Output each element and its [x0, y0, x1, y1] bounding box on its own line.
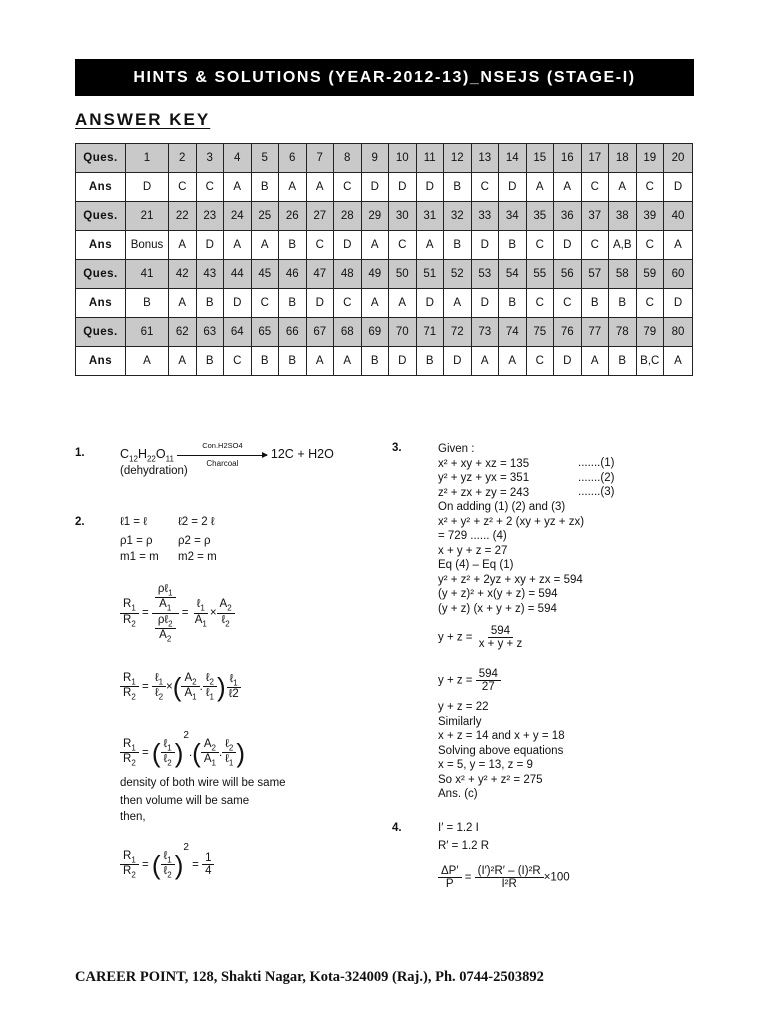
answer-cell: A [224, 231, 252, 260]
question-number-cell: 33 [471, 202, 499, 231]
answer-cell: D [196, 231, 224, 260]
answer-cell: C [334, 173, 362, 202]
answer-cell: D [126, 173, 169, 202]
question-number-cell: 64 [224, 318, 252, 347]
q2-eq3: $\frac{R_1}{R_2}$ = ( $\frac{\ell_1}{\ell_2}$ )$^2$.( $\frac{A_2}{A_1}$ . $\frac{\ell_2}{\ell_1}$ ) [120, 730, 245, 768]
question-number-cell: 79 [636, 318, 664, 347]
q3-frac1-den: x + y + z [478, 638, 523, 650]
answer-cell: C [554, 289, 582, 318]
answer-cell: B [499, 289, 527, 318]
ques-label: Ques. [76, 144, 126, 173]
question-number-cell: 9 [361, 144, 389, 173]
arrow-reagent-top: Con.H2SO4 [202, 441, 243, 451]
q2-line3b: m2 = m [178, 551, 217, 563]
question-number-cell: 6 [279, 144, 307, 173]
page-title-banner [75, 59, 694, 96]
question-number-cell: 60 [664, 260, 693, 289]
answer-cell: B [581, 289, 609, 318]
answer-row [76, 173, 693, 202]
question-number-cell: 42 [169, 260, 197, 289]
answer-cell: A [361, 231, 389, 260]
q3-frac2-num: 594 [476, 668, 501, 681]
question-number-cell: 72 [444, 318, 472, 347]
question-number-cell: 44 [224, 260, 252, 289]
ques-label: Ques. [76, 202, 126, 231]
reaction-arrow [177, 441, 267, 469]
question-number-cell: 10 [389, 144, 417, 173]
question-number-cell: 14 [499, 144, 527, 173]
question-number-cell: 45 [251, 260, 279, 289]
question-number-cell: 13 [471, 144, 499, 173]
question-number-cell: 47 [306, 260, 334, 289]
q3-line: = 729 ...... (4) [438, 530, 507, 542]
question-number-cell: 34 [499, 202, 527, 231]
question-number-cell: 54 [499, 260, 527, 289]
question-number-cell: 73 [471, 318, 499, 347]
answer-cell: C [224, 347, 252, 376]
question-number-cell: 22 [169, 202, 197, 231]
answer-cell: B [126, 289, 169, 318]
question-number-cell: 51 [416, 260, 444, 289]
answer-cell: C [636, 289, 664, 318]
q3-line: x + z = 14 and x + y = 18 [438, 730, 565, 742]
answer-cell: D [334, 231, 362, 260]
answer-key-table [75, 143, 693, 376]
question-number-cell: 1 [126, 144, 169, 173]
question-number-cell: 17 [581, 144, 609, 173]
answer-cell: D [664, 289, 693, 318]
question-number-cell: 68 [334, 318, 362, 347]
question-number-cell: 59 [636, 260, 664, 289]
question-row [76, 202, 693, 231]
q3-frac1 [438, 625, 525, 650]
answer-cell: A [169, 289, 197, 318]
q2-line2b: ρ2 = ρ [178, 535, 211, 547]
answer-cell: B [279, 231, 307, 260]
question-number-cell: 46 [279, 260, 307, 289]
question-number-cell: 39 [636, 202, 664, 231]
question-number-cell: 67 [306, 318, 334, 347]
question-number-cell: 58 [609, 260, 637, 289]
answer-row [76, 231, 693, 260]
question-number-cell: 75 [526, 318, 554, 347]
q2-eq2: $\frac{R_1}{R_2}$ = $\frac{\ell_1}{\ell_2}$ ×( $\frac{A_2}{A_1}$ . $\frac{\ell_2}{\ell_1}$ ) $\frac{\ell_1}{\text{ℓ2}}$ [120, 672, 242, 702]
q2-text3: then, [120, 811, 146, 823]
question-number-cell: 52 [444, 260, 472, 289]
ans-label: Ans [76, 347, 126, 376]
answer-cell: A [416, 231, 444, 260]
question-number-cell: 30 [389, 202, 417, 231]
question-number: 2. [75, 516, 85, 528]
question-number-cell: 41 [126, 260, 169, 289]
question-number-cell: 16 [554, 144, 582, 173]
answer-cell: B [416, 347, 444, 376]
answer-cell: B [279, 289, 307, 318]
answer-cell: B [279, 347, 307, 376]
q3-line: y² + yz + yx = 351 [438, 472, 530, 484]
answer-cell: D [361, 173, 389, 202]
q3-line: On adding (1) (2) and (3) [438, 501, 566, 513]
question-number-cell: 36 [554, 202, 582, 231]
q3-line: z² + zx + zy = 243 [438, 486, 530, 499]
q3-line: Similarly [438, 715, 482, 728]
question-number-cell: 74 [499, 318, 527, 347]
answer-cell: B [196, 347, 224, 376]
answer-key-heading: ANSWER KEY [75, 110, 211, 129]
q3-line: y + z = 22 [438, 701, 489, 713]
answer-cell: A [224, 173, 252, 202]
answer-cell: C [581, 231, 609, 260]
q3-lines [438, 442, 584, 616]
question-number-cell: 19 [636, 144, 664, 173]
answer-cell: A [664, 231, 693, 260]
answer-cell: D [664, 173, 693, 202]
answer-cell: C [471, 173, 499, 202]
q2-eq4: $\frac{R_1}{R_2}$ = ( $\frac{\ell_1}{\ell_2}$ )$^2$ = $\frac{1}{4}$ [120, 842, 214, 880]
ques-label: Ques. [76, 260, 126, 289]
q3-line: x = 5, y = 13, z = 9 [438, 759, 533, 771]
q4-rhs-num: (I′)²R′ – (I)²R [475, 865, 544, 878]
equation-tag: .......(1) [578, 457, 615, 469]
q1-note: (dehydration) [120, 465, 188, 477]
q1-product: 12C [270, 447, 294, 461]
question-number-cell: 25 [251, 202, 279, 231]
answer-cell: Bonus [126, 231, 169, 260]
q2-line3a: m1 = m [120, 551, 159, 563]
answer-cell: D [499, 173, 527, 202]
q3-line: Solving above equations [438, 744, 564, 757]
q4-equation: $\frac{\Delta P'}{P}$ = $\frac{\text{(I′)²R′ – (I)²R}}{\text{I²R}}$ ×100 [438, 865, 570, 890]
answer-cell: C [251, 289, 279, 318]
q3-frac1-num: 594 [488, 625, 513, 638]
question-number-cell: 27 [306, 202, 334, 231]
answer-cell: B [499, 231, 527, 260]
q2-text2: then volume will be same [120, 795, 250, 807]
answer-cell: C [636, 231, 664, 260]
q4-lhs-den: P [445, 878, 454, 890]
q2-text1: density of both wire will be same [120, 777, 286, 789]
question-number-cell: 26 [279, 202, 307, 231]
question-number-cell: 12 [444, 144, 472, 173]
question-number-cell: 50 [389, 260, 417, 289]
question-number-cell: 65 [251, 318, 279, 347]
question-number-cell: 55 [526, 260, 554, 289]
answer-cell: C [526, 231, 554, 260]
answer-cell: D [306, 289, 334, 318]
ques-label: Ques. [76, 318, 126, 347]
answer-cell: C [526, 347, 554, 376]
answer-cell: A [389, 289, 417, 318]
q4-line1: I′ = 1.2 I [438, 822, 479, 834]
question-number-cell: 40 [664, 202, 693, 231]
answer-cell: A [279, 173, 307, 202]
q3-yz-label: y + z = [438, 674, 473, 687]
q1-plus-water: + H2O [297, 447, 334, 461]
q4-times: ×100 [543, 871, 570, 884]
answer-cell: D [224, 289, 252, 318]
answer-cell: C [196, 173, 224, 202]
question-number-cell: 48 [334, 260, 362, 289]
answer-row [76, 347, 693, 376]
question-number: 3. [392, 442, 402, 454]
question-number-cell: 76 [554, 318, 582, 347]
answer-cell: A [664, 347, 693, 376]
q3-line: x² + xy + xz = 135 [438, 457, 530, 470]
q3-lines2 [438, 700, 565, 802]
answer-cell: A [444, 289, 472, 318]
answer-cell: B,C [636, 347, 664, 376]
question-row [76, 318, 693, 347]
answer-cell: C [169, 173, 197, 202]
answer-cell: A [471, 347, 499, 376]
answer-cell: A [251, 231, 279, 260]
ans-label: Ans [76, 231, 126, 260]
question-number-cell: 32 [444, 202, 472, 231]
question-number-cell: 2 [169, 144, 197, 173]
q3-line: (y + z)² + x(y + z) = 594 [438, 588, 558, 600]
question-number-cell: 37 [581, 202, 609, 231]
answer-cell: D [416, 173, 444, 202]
q3-line: Ans. (c) [438, 788, 478, 800]
question-number-cell: 71 [416, 318, 444, 347]
q4-rhs-den: I²R [501, 878, 517, 890]
question-number-cell: 61 [126, 318, 169, 347]
question-row [76, 144, 693, 173]
q3-line: So x² + y² + z² = 275 [438, 773, 543, 786]
answer-cell: D [554, 347, 582, 376]
arrow-reagent-bottom: Charcoal [206, 459, 239, 469]
q4-lhs-num: ΔP′ [438, 865, 462, 878]
question-number-cell: 70 [389, 318, 417, 347]
question-number-cell: 28 [334, 202, 362, 231]
answer-cell: A [169, 231, 197, 260]
question-number-cell: 4 [224, 144, 252, 173]
question-number-cell: 29 [361, 202, 389, 231]
answer-cell: D [416, 289, 444, 318]
answer-cell: A [306, 347, 334, 376]
answer-row [76, 289, 693, 318]
q4-line2: R′ = 1.2 R [438, 840, 490, 852]
question-number-cell: 11 [416, 144, 444, 173]
q2-line2a: ρ1 = ρ [120, 535, 153, 547]
question-number-cell: 63 [196, 318, 224, 347]
answer-cell: C [636, 173, 664, 202]
answer-cell: A [169, 347, 197, 376]
q3-line: x² + y² + z² + 2 (xy + yz + zx) [438, 515, 585, 528]
question-number-cell: 56 [554, 260, 582, 289]
question-number-cell: 57 [581, 260, 609, 289]
question-number-cell: 78 [609, 318, 637, 347]
answer-cell: A,B [609, 231, 637, 260]
answer-cell: A [554, 173, 582, 202]
question-number-cell: 15 [526, 144, 554, 173]
answer-cell: D [444, 347, 472, 376]
q3-yz-label: y + z = [438, 631, 473, 644]
answer-cell: A [499, 347, 527, 376]
q3-line: Given : [438, 443, 475, 455]
q2-eq1: $\frac{R_1}{R_2}$ = $\frac{\frac{\rho\ell_1}{A_1}}{\frac{\rho\ell_2}{A_2}}$ = $\frac{\ell_1}{A_1}$ × $\frac{A_2}{\ell_2}$ [120, 583, 235, 643]
answer-cell: D [471, 231, 499, 260]
question-number: 4. [392, 822, 402, 834]
answer-cell: A [609, 173, 637, 202]
equation-tag: .......(3) [578, 486, 615, 498]
footer-address: CAREER POINT, 128, Shakti Nagar, Kota-324009 (Raj.), Ph. 0744-2503892 [75, 969, 544, 985]
answer-cell: A [306, 173, 334, 202]
answer-cell: C [526, 289, 554, 318]
q3-tags [578, 456, 614, 500]
question-number-cell: 31 [416, 202, 444, 231]
question-number-cell: 8 [334, 144, 362, 173]
answer-cell: B [609, 289, 637, 318]
question-number-cell: 24 [224, 202, 252, 231]
q3-line: x + y + z = 27 [438, 544, 508, 557]
q3-line: y² + z² + 2yz + xy + zx = 594 [438, 573, 583, 586]
ans-label: Ans [76, 173, 126, 202]
answer-cell: A [334, 347, 362, 376]
q1-equation: $C_{12}H_{22}O_{11}$ Con.H2SO4 Charcoal 12C + H2O [120, 441, 334, 469]
q2-result-num: 1 [202, 852, 214, 865]
answer-cell: B [609, 347, 637, 376]
answer-cell: D [389, 347, 417, 376]
question-number-cell: 35 [526, 202, 554, 231]
answer-cell: B [361, 347, 389, 376]
answer-cell: C [306, 231, 334, 260]
question-number-cell: 53 [471, 260, 499, 289]
question-row [76, 260, 693, 289]
question-number-cell: 20 [664, 144, 693, 173]
answer-cell: C [581, 173, 609, 202]
question-number-cell: 66 [279, 318, 307, 347]
q2-line1b: ℓ2 = 2 ℓ [178, 516, 215, 528]
question-number-cell: 7 [306, 144, 334, 173]
answer-cell: A [581, 347, 609, 376]
answer-cell: A [361, 289, 389, 318]
answer-cell: A [126, 347, 169, 376]
page-title: HINTS & SOLUTIONS (YEAR-2012-13)_NSEJS (STAGE-I) [133, 68, 636, 86]
answer-cell: B [444, 231, 472, 260]
question-number-cell: 23 [196, 202, 224, 231]
question-number-cell: 62 [169, 318, 197, 347]
question-number-cell: 38 [609, 202, 637, 231]
question-number-cell: 69 [361, 318, 389, 347]
q3-frac2-den: 27 [481, 681, 495, 693]
equation-tag: .......(2) [578, 471, 615, 484]
answer-cell: A [526, 173, 554, 202]
q3-line: Eq (4) – Eq (1) [438, 559, 514, 571]
question-number-cell: 21 [126, 202, 169, 231]
answer-cell: B [196, 289, 224, 318]
question-number-cell: 5 [251, 144, 279, 173]
answer-cell: C [389, 231, 417, 260]
q2-line1a: ℓ1 = ℓ [120, 516, 147, 528]
answer-cell: D [471, 289, 499, 318]
answer-cell: B [251, 347, 279, 376]
answer-cell: D [389, 173, 417, 202]
ans-label: Ans [76, 289, 126, 318]
question-number-cell: 49 [361, 260, 389, 289]
question-number: 1. [75, 447, 85, 459]
answer-cell: D [554, 231, 582, 260]
answer-cell: B [444, 173, 472, 202]
q2-result-den: 4 [205, 865, 212, 878]
answer-cell: B [251, 173, 279, 202]
q3-line: (y + z) (x + y + z) = 594 [438, 602, 557, 615]
question-number-cell: 77 [581, 318, 609, 347]
question-number-cell: 43 [196, 260, 224, 289]
question-number-cell: 80 [664, 318, 693, 347]
question-number-cell: 18 [609, 144, 637, 173]
question-number-cell: 3 [196, 144, 224, 173]
answer-cell: C [334, 289, 362, 318]
q3-frac2 [438, 668, 501, 693]
